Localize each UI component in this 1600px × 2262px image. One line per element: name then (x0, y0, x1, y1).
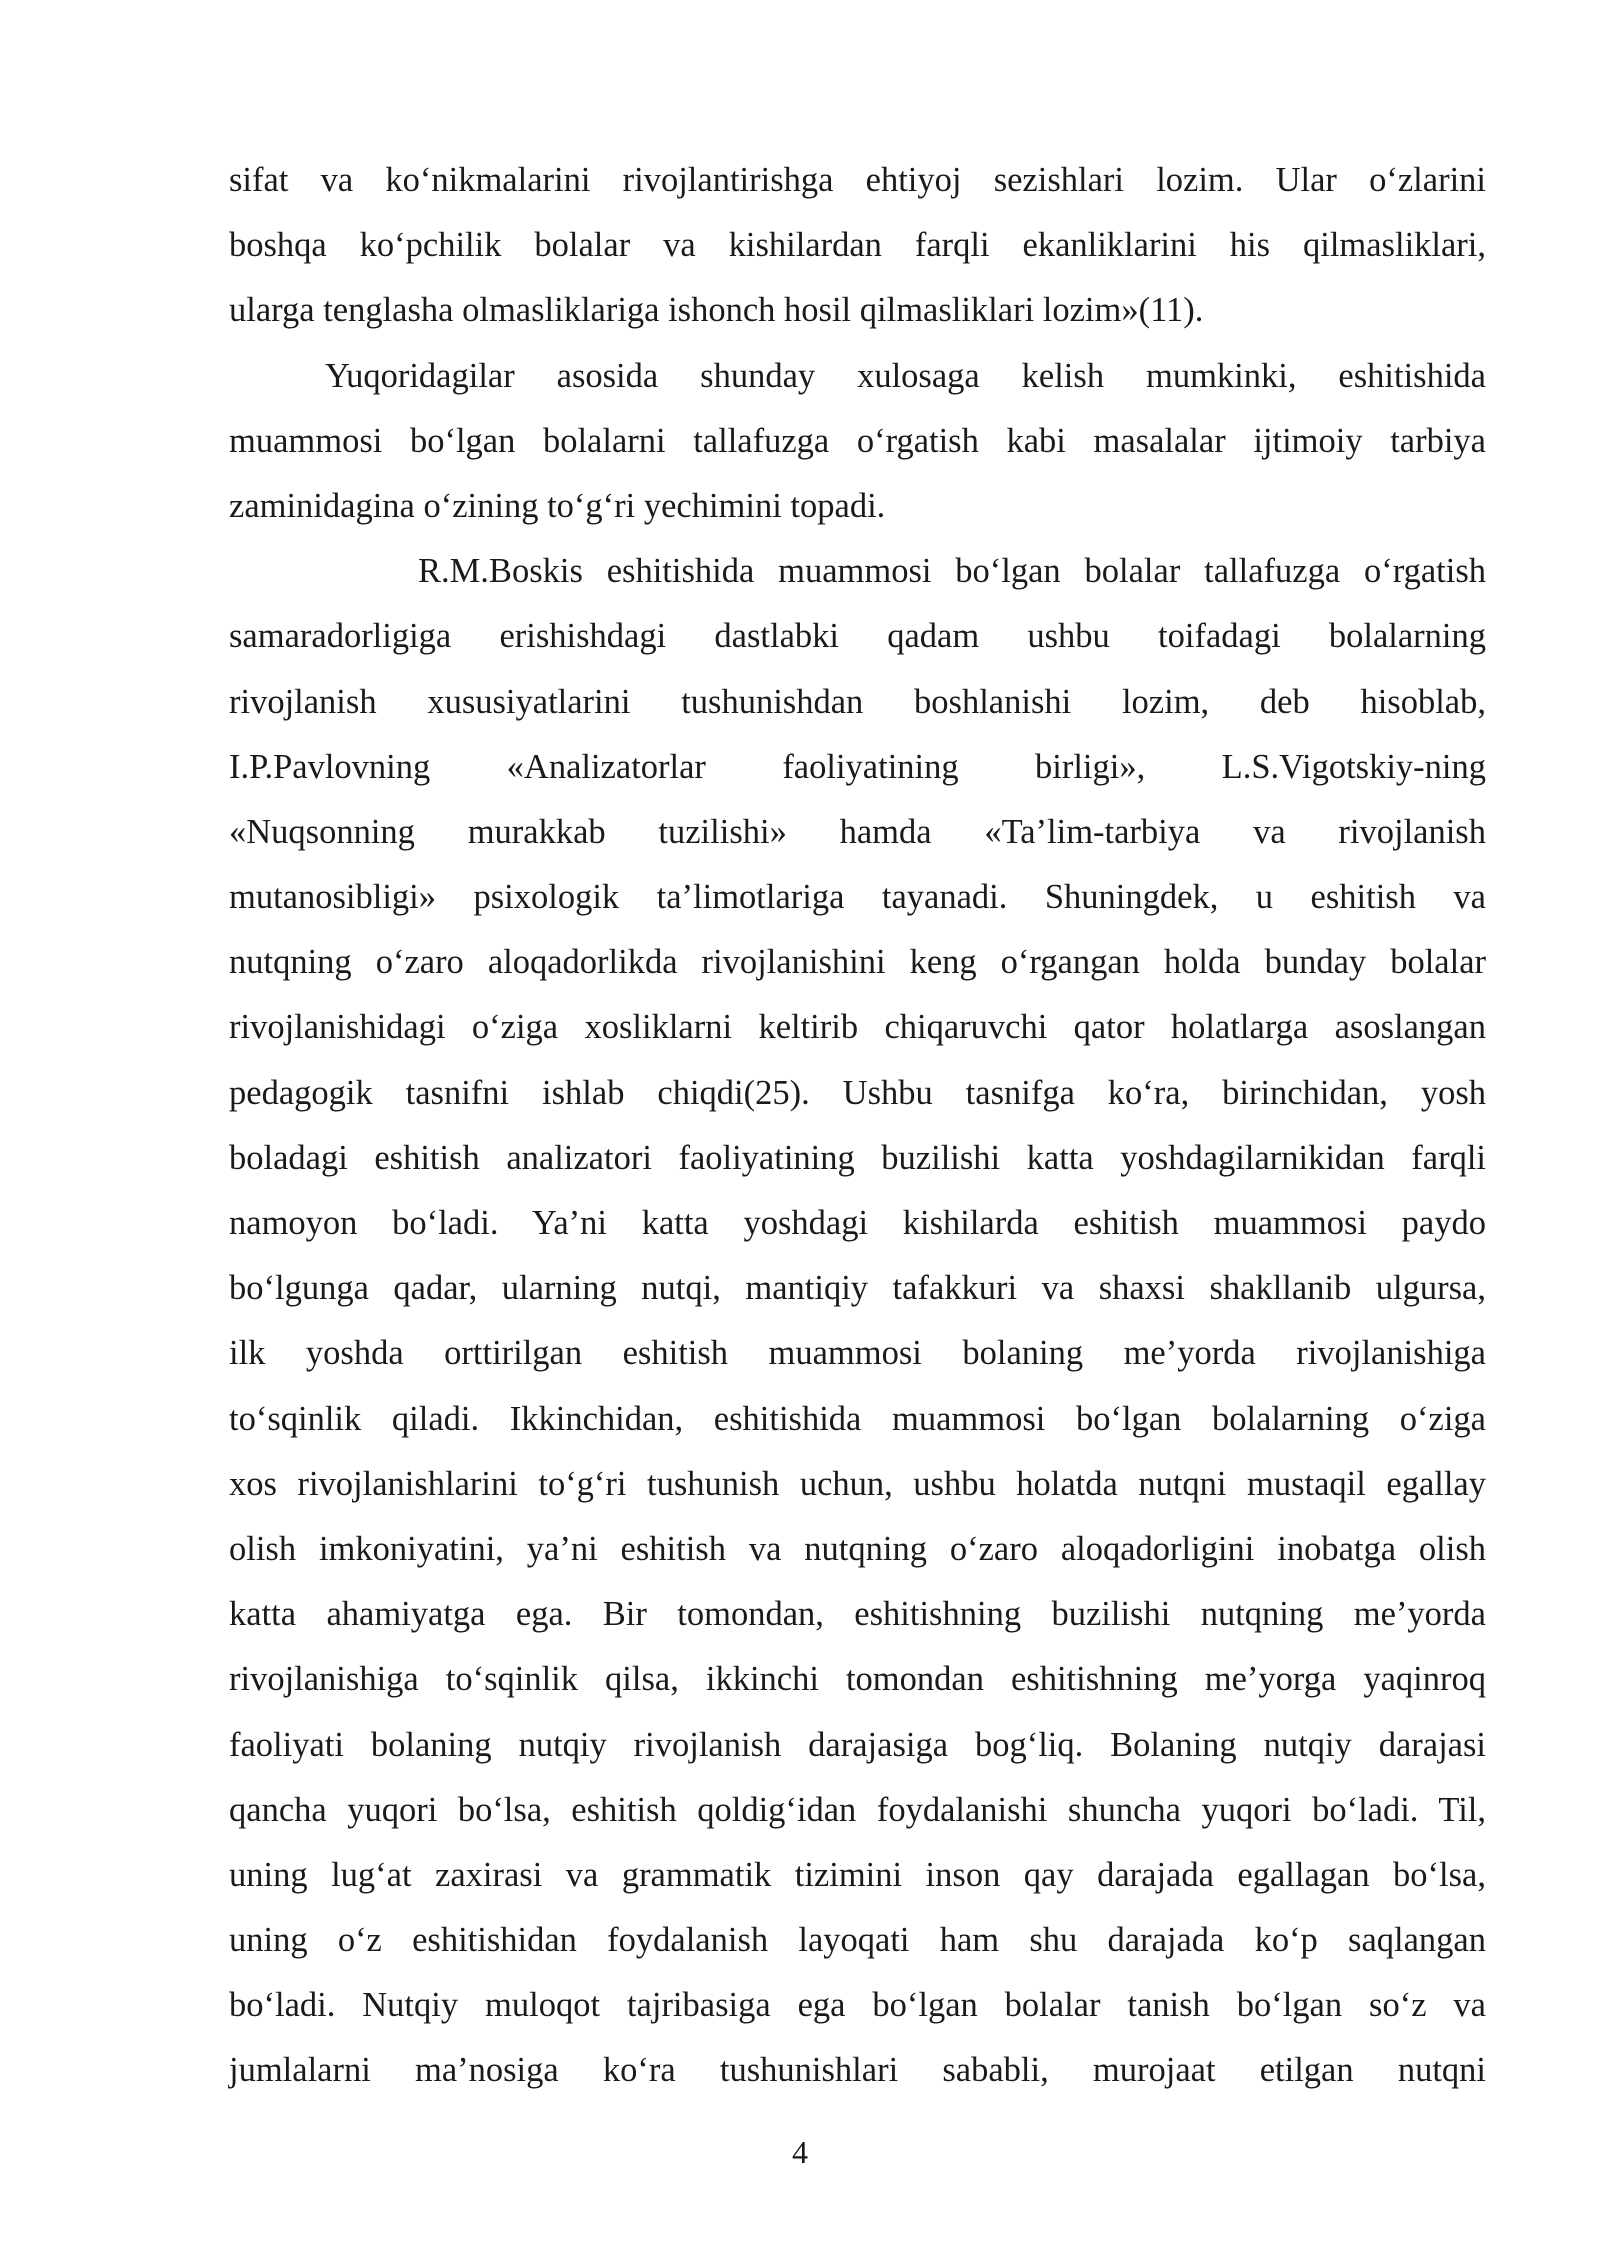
text-line: zaminidagina o‘zining to‘g‘ri yechimini topadi. (229, 486, 886, 525)
text-line: sifat va ko‘nikmalarini rivojlantirishga ehtiyoj sezishlari lozim. Ular o‘zlarini (229, 161, 1486, 199)
text-line: olish imkoniyatini, ya’ni eshitish va nutqning o‘zaro aloqadorligini inobatga olish (229, 1529, 1486, 1568)
text-line: rivojlanish xususiyatlarini tushunishdan boshlanishi lozim, deb hisoblab, (229, 682, 1486, 721)
text-line: namoyon bo‘ladi. Ya’ni katta yoshdagi kishilarda eshitish muammosi paydo (229, 1204, 1486, 1242)
text-line: to‘sqinlik qiladi. Ikkinchidan, eshitishida muammosi bo‘lgan bolalarning o‘ziga (229, 1399, 1486, 1438)
text-line: muammosi bo‘lgan bolalarni tallafuzga o‘rgatish kabi masalalar ijtimoiy tarbiya (229, 421, 1486, 460)
text-line: mutanosibligi» psixologik ta’limotlariga tayanadi. Shuningdek, u eshitish va (229, 878, 1486, 917)
paragraph (229, 539, 1486, 2104)
text-line: ularga tenglasha olmasliklariga ishonch hosil qilmasliklari lozim»(11). (229, 291, 1204, 330)
text-line: samaradorligiga erishishdagi dastlabki qadam ushbu toifadagi bolalarning (229, 617, 1486, 656)
paragraph (229, 148, 1486, 344)
text-line: rivojlanishiga to‘sqinlik qilsa, ikkinchi tomondan eshitishning me’yorga yaqinroq (229, 1660, 1486, 1699)
text-line: R.M.Boskis eshitishida muammosi bo‘lgan bolalar tallafuzga o‘rgatish (418, 552, 1486, 591)
text-line: faoliyati bolaning nutqiy rivojlanish darajasiga bog‘liq. Bolaning nutqiy darajasi (229, 1725, 1486, 1764)
text-line: boladagi eshitish analizatori faoliyatining buzilishi katta yoshdagilarnikidan farqli (229, 1138, 1486, 1177)
text-line: ilk yoshda orttirilgan eshitish muammosi bolaning me’yorda rivojlanishiga (229, 1334, 1486, 1373)
page-number: 4 (792, 2134, 808, 2170)
text-line: rivojlanishidagi o‘ziga xosliklarni keltirib chiqaruvchi qator holatlarga asoslangan (229, 1008, 1486, 1047)
text-line: boshqa ko‘pchilik bolalar va kishilardan farqli ekanliklarini his qilmasliklari, (229, 226, 1486, 265)
text-line: Yuqoridagilar asosida shunday xulosaga kelish mumkinki, eshitishida (325, 356, 1486, 395)
text-line: uning lug‘at zaxirasi va grammatik tizimini inson qay darajada egallagan bo‘lsa, (229, 1855, 1486, 1894)
text-line: bo‘lgunga qadar, ularning nutqi, mantiqiy tafakkuri va shaxsi shakllanib ulgursa, (229, 1269, 1486, 1308)
text-line: pedagogik tasnifni ishlab chiqdi(25). Ushbu tasnifga ko‘ra, birinchidan, yosh (229, 1073, 1486, 1112)
text-line: I.P.Pavlovning «Analizatorlar faoliyatining birligi», L.S.Vigotskiy-ning (229, 747, 1486, 786)
text-line: «Nuqsonning murakkab tuzilishi» hamda «Ta’lim-tarbiya va rivojlanish (229, 812, 1486, 851)
text-line: katta ahamiyatga ega. Bir tomondan, eshitishning buzilishi nutqning me’yorda (229, 1595, 1486, 1634)
text-line: qancha yuqori bo‘lsa, eshitish qoldig‘idan foydalanishi shuncha yuqori bo‘ladi. Til, (229, 1790, 1486, 1829)
text-line: jumlalarni ma’nosiga ko‘ra tushunishlari sababli, murojaat etilgan nutqni (229, 2051, 1486, 2090)
text-line: uning o‘z eshitishidan foydalanish layoqati ham shu darajada ko‘p saqlangan (229, 1921, 1486, 1960)
body-text (229, 148, 1486, 2104)
text-line: bo‘ladi. Nutqiy muloqot tajribasiga ega bo‘lgan bolalar tanish bo‘lgan so‘z va (229, 1986, 1486, 2025)
paragraph (229, 344, 1486, 540)
text-line: nutqning o‘zaro aloqadorlikda rivojlanishini keng o‘rgangan holda bunday bolalar (229, 943, 1486, 982)
text-line: xos rivojlanishlarini to‘g‘ri tushunish uchun, ushbu holatda nutqni mustaqil egallay (229, 1464, 1486, 1503)
